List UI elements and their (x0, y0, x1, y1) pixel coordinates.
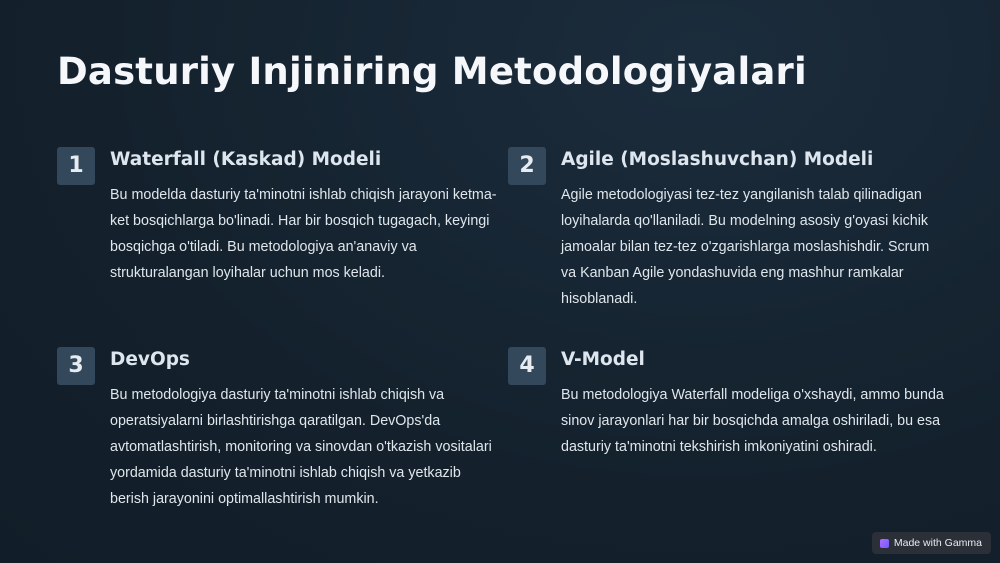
card-body: Agile metodologiyasi tez-tez yangilanish talab qilinadigan loyihalarda qo'llaniladi. Bu modelning asosiy g'oyasi kichik jamoalar bilan tez-tez o'zgarishlarga moslashishdir. Scrum va Kanban Agile yondashuvida eng mashhur ramkalar hisoblanadi. (561, 187, 930, 307)
badge-label: Made with Gamma (893, 537, 982, 549)
made-with-gamma-badge[interactable] (872, 532, 991, 554)
card-title: V-Model (561, 349, 645, 370)
card-title: DevOps (110, 349, 190, 370)
card-body: Bu metodologiya dasturiy ta'minotni ishlab chiqish va operatsiyalarni birlashtirishga qaratilgan. DevOps'da avtomatlashtirish, monitoring va sinovdan o'tkazish vositalari yordamida dasturiy ta'minotni ishlab chiqish va yetkazib berish jarayonini optimallashtirish mumkin. (110, 387, 492, 507)
card-number: 1 (57, 147, 95, 185)
gamma-logo-icon (880, 539, 889, 548)
card-number: 4 (508, 347, 546, 385)
card-body: Bu metodologiya Waterfall modeliga o'xshaydi, ammo bunda sinov jarayonlari har bir bosqichda amalga oshiriladi, bu esa dasturiy ta'minotni tekshirish imkoniyatini oshiradi. (561, 387, 944, 455)
card-number: 2 (508, 147, 546, 185)
card-title: Agile (Moslashuvchan) Modeli (561, 149, 874, 170)
card-title: Waterfall (Kaskad) Modeli (110, 149, 382, 170)
card-body: Bu modelda dasturiy ta'minotni ishlab chiqish jarayoni ketma-ket bosqichlarga bo'linadi. Har bir bosqich tugagach, keyingi bosqichga o'tiladi. Bu metodologiya an'anaviy va strukturalangan loyihalar uchun mos keladi. (110, 187, 497, 281)
slide-title: Dasturiy Injiniring Metodologiyalari (57, 50, 807, 93)
card-number: 3 (57, 347, 95, 385)
